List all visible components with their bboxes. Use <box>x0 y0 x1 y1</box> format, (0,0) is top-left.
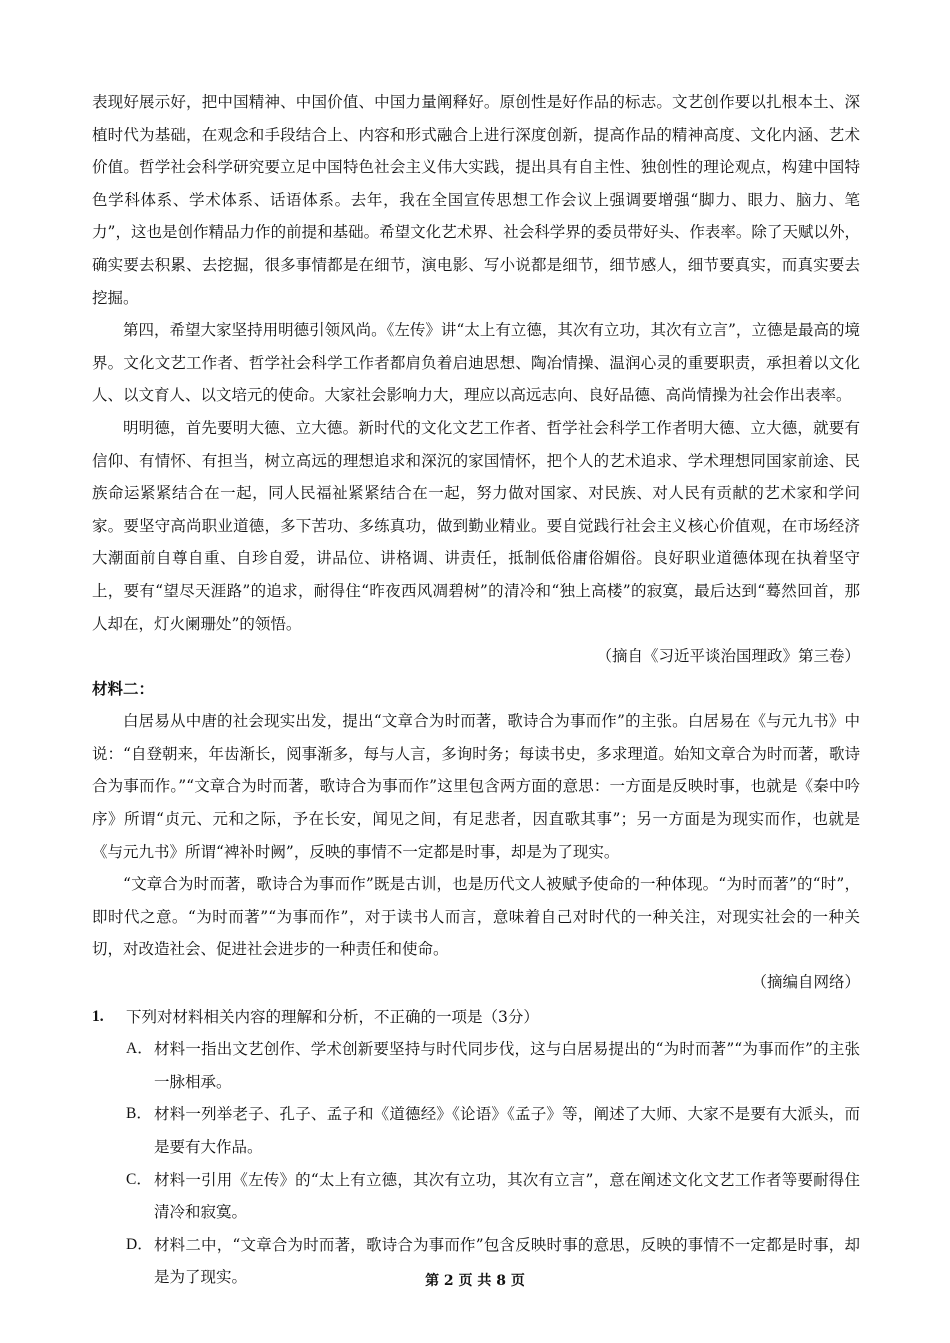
option-text: 材料一引用《左传》的“太上有立德，其次有立功，其次有立言”，意在阐述文化文艺工作者等要耐得住清冷和寂寞。 <box>154 1170 860 1222</box>
material2-source: （摘编自网络） <box>751 973 860 992</box>
material1-paragraph-continued: 表现好展示好，把中国精神、中国价值、中国力量阐释好。原创性是好作品的标志。文艺创作要以扎根本土、深植时代为基础，在观念和手段结合上、内容和形式融合上进行深度创新，提高作品的精神高度、文化内涵、艺术价值。哲学社会科学研究要立足中国特色社会主义伟大实践，提出具有自主性、独创性的理论观点，构建中国特色学科体系、学术体系、话语体系。去年，我在全国宣传思想工作会议上强调要增强“脚力、眼力、脑力、笔力”，这也是创作精品力作的前提和基础。希望文化艺术界、社会科学界的委员带好头、作表率。除了天赋以外，确实要去积累、去挖掘，很多事情都是在细节，演电影、写小说都是细节，细节感人，细节要真实，而真实要去挖掘。 <box>92 93 860 307</box>
option-text: 材料一列举老子、孔子、孟子和《道德经》《论语》《孟子》等，阐述了大师、大家不是要有大派头，而是要有大作品。 <box>154 1105 860 1156</box>
option-c[interactable] <box>126 1164 860 1229</box>
question-stem: 下列对材料相关内容的理解和分析，不正确的一项是（3分） <box>126 1007 539 1026</box>
option-letter: C． <box>126 1170 152 1188</box>
page-content <box>92 86 860 1294</box>
material2-paragraph-1: 白居易从中唐的社会现实出发，提出“文章合为时而著，歌诗合为事而作”的主张。白居易在《与元九书》中说：“自登朝来，年齿渐长，阅事渐多，每与人言，多询时务；每读书史，多求理道。始知文章合为时而著，歌诗合为事而作。”“文章合为时而著，歌诗合为事而作”这里包含两方面的意思：一方面是反映时事，也就是《秦中吟序》所谓“贞元、元和之际，予在长安，闻见之间，有足悲者，因直歌其事”；另一方面是为现实而作，也就是《与元九书》所谓“裨补时阙”，反映的事情不一定都是时事，却是为了现实。 <box>92 712 860 861</box>
material2-heading: 材料二： <box>92 678 155 698</box>
option-text: 材料二中，“文章合为时而著，歌诗合为事而作”包含反映时事的意思，反映的事情不一定都是时事，却是为了现实。 <box>154 1235 860 1287</box>
question-number: 1. <box>92 1007 104 1025</box>
option-a[interactable] <box>126 1033 860 1098</box>
material1-paragraph-4: 第四，希望大家坚持用明德引领风尚。《左传》讲“太上有立德，其次有立功，其次有立言”，立德是最高的境界。文化文艺工作者、哲学社会科学工作者都肩负着启迪思想、陶冶情操、温润心灵的重要职责，承担着以文化人、以文育人、以文培元的使命。大家社会影响力大，理应以高远志向、良好品德、高尚情操为社会作出表率。 <box>92 321 860 405</box>
option-letter: D． <box>126 1235 153 1253</box>
material1-paragraph-5: 明明德，首先要明大德、立大德。新时代的文化文艺工作者、哲学社会科学工作者明大德、立大德，就要有信仰、有情怀、有担当，树立高远的理想追求和深沉的家国情怀，把个人的艺术追求、学术理想同国家前途、民族命运紧紧结合在一起，同人民福祉紧紧结合在一起，努力做对国家、对民族、对人民有贡献的艺术家和学问家。要坚守高尚职业道德，多下苦功、多练真功，做到勤业精业。要自觉践行社会主义核心价值观，在市场经济大潮面前自尊自重、自珍自爱，讲品位、讲格调、讲责任，抵制低俗庸俗媚俗。良好职业道德体现在执着坚守上，要有“望尽天涯路”的追求，耐得住“昨夜西风凋碧树”的清冷和“独上高楼”的寂寞，最后达到“蓦然回首，那人却在，灯火阑珊处”的领悟。 <box>92 418 860 633</box>
option-letter: B． <box>126 1105 152 1123</box>
option-letter: A． <box>126 1040 153 1058</box>
option-b[interactable] <box>126 1098 860 1163</box>
material2-paragraph-2: “文章合为时而著，歌诗合为事而作”既是古训，也是历代文人被赋予使命的一种体现。“为时而著”的“时”，即时代之意。“为时而著”“为事而作”，对于读书人而言，意味着自己对时代的一种关注，对现实社会的一种关切，对改造社会、促进社会进步的一种责任和使命。 <box>92 875 860 959</box>
material1-source: （摘自《习近平谈治国理政》第三卷） <box>596 647 860 666</box>
page-footer: 第 2 页 共 8 页 <box>425 1273 525 1289</box>
option-text: 材料一指出文艺创作、学术创新要坚持与时代同步伐，这与白居易提出的“为时而著”“为事而作”的主张一脉相承。 <box>154 1040 860 1091</box>
question-stem-row <box>92 1001 860 1034</box>
question-1 <box>92 1001 860 1294</box>
